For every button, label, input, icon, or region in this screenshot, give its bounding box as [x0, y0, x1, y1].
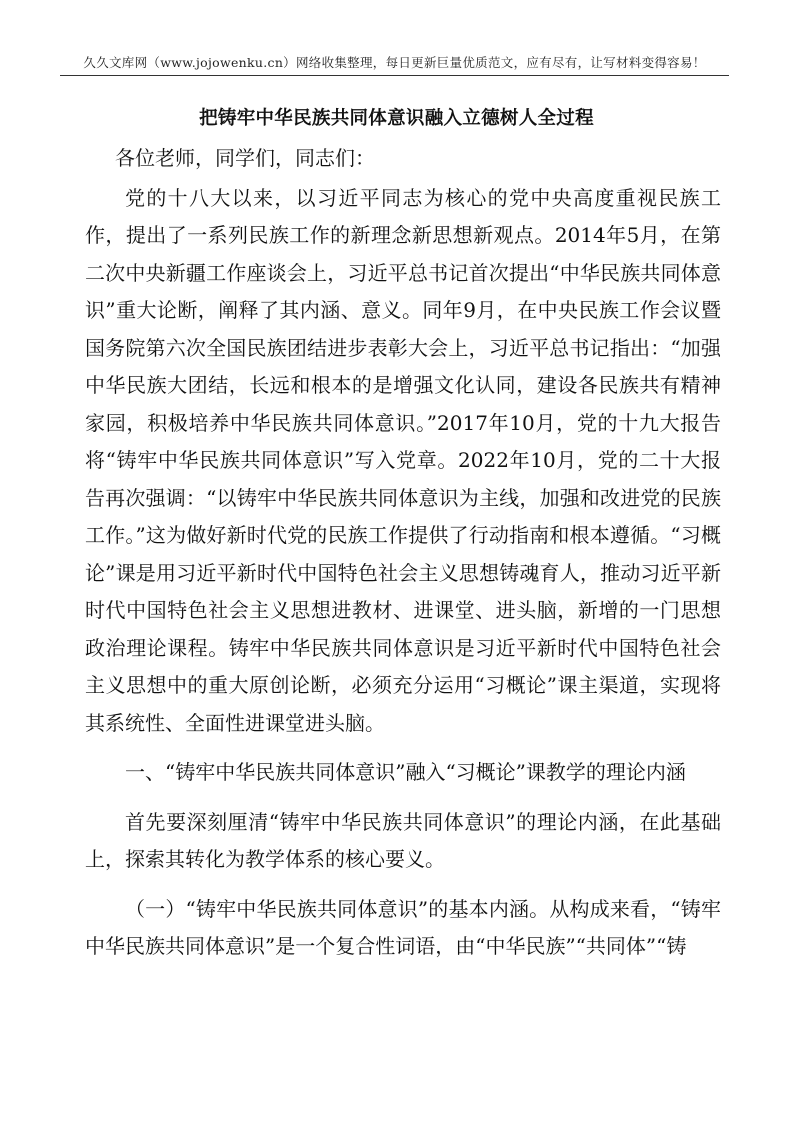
- section-heading: 一、“铸牢中华民族共同体意识”融入“习概论”课教学的理论内涵: [125, 760, 686, 784]
- subsection-paragraph: （一）“铸牢中华民族共同体意识”的基本内涵。从构成来看，“铸牢中华民族共同体意识”是一个复合性词语，由“中华民族”“共同体”“铸: [85, 896, 721, 958]
- document-body: [85, 140, 721, 966]
- body-paragraph: 党的十八大以来，以习近平同志为核心的党中央高度重视民族工作，提出了一系列民族工作的新理念新思想新观点。2014年5月，在第二次中央新疆工作座谈会上，习近平总书记首次提出“中华民族共同体意识”重大论断，阐释了其内涵、意义。同年9月，在中央民族工作会议暨国务院第六次全国民族团结进步表彰大会上，习近平总书记指出：“加强中华民族大团结，长远和根本的是增强文化认同，建设各民族共有精神家园，积极培养中华民族共同体意识。”2017年10月，党的十九大报告将“铸牢中华民族共同体意识”写入党章。2022年10月，党的二十大报告再次强调：“以铸牢中华民族共同体意识为主线，加强和改进党的民族工作。”这为做好新时代党的民族工作提供了行动指南和根本遵循。“习概论”课是用习近平新时代中国特色社会主义思想铸魂育人，推动习近平新时代中国特色社会主义思想进教材、进课堂、进头脑，新增的一门思想政治理论课程。铸牢中华民族共同体意识是习近平新时代中国特色社会主义思想中的重大原创论断，必须充分运用“习概论”课主渠道，实现将其系统性、全面性进课堂进头脑。: [85, 185, 721, 735]
- salutation: 各位老师，同学们，同志们：: [115, 146, 375, 170]
- page-header: [60, 53, 729, 76]
- header-text: 久久文库网（www.jojowenku.cn）网络收集整理，每日更新巨量优质范文，应有尽有，让写材料变得容易！: [83, 55, 706, 70]
- document-title: 把铸牢中华民族共同体意识融入立德树人全过程: [199, 108, 594, 129]
- body-paragraph: 首先要深刻厘清“铸牢中华民族共同体意识”的理论内涵，在此基础上，探索其转化为教学体系的核心要义。: [85, 809, 721, 871]
